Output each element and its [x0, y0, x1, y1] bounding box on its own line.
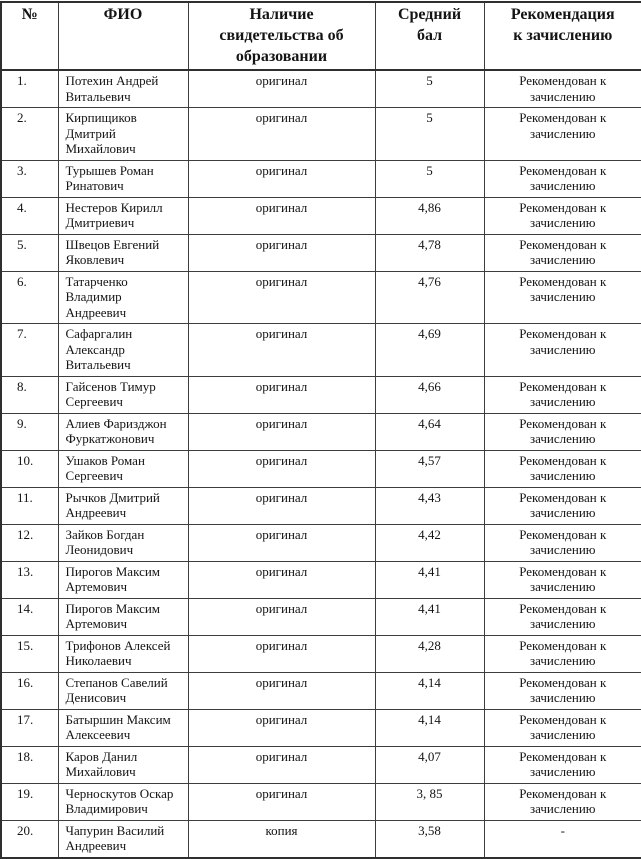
table-header — [1, 2, 641, 70]
score-cell: 4,86 — [375, 197, 484, 234]
certificate-cell: оригинал — [188, 271, 375, 324]
name-cell: Чапурин Василий Андреевич — [58, 820, 188, 858]
table-row — [1, 746, 641, 783]
score-cell: 3, 85 — [375, 783, 484, 820]
table-row — [1, 598, 641, 635]
recommendation-cell: Рекомендован к зачислению — [484, 197, 641, 234]
recommendation-cell: Рекомендован к зачислению — [484, 598, 641, 635]
header-label: № — [21, 6, 38, 23]
table-row — [1, 324, 641, 377]
recommendation-cell: Рекомендован к зачислению — [484, 487, 641, 524]
row-number-cell: 19. — [1, 783, 58, 820]
score-cell: 4,07 — [375, 746, 484, 783]
name-cell: Алиев Фаризджон Фуркатжонович — [58, 413, 188, 450]
certificate-cell: оригинал — [188, 108, 375, 161]
name-cell: Татарченко Владимир Андреевич — [58, 271, 188, 324]
score-cell: 5 — [375, 108, 484, 161]
name-cell: Пирогов Максим Артемович — [58, 561, 188, 598]
table-row — [1, 635, 641, 672]
name-cell: Турышев Роман Ринатович — [58, 160, 188, 197]
header-label-line: Наличие — [249, 6, 314, 23]
row-number-cell: 8. — [1, 376, 58, 413]
table-row — [1, 524, 641, 561]
header-label-line: бал — [416, 27, 443, 44]
score-cell: 4,69 — [375, 324, 484, 377]
recommendation-cell: Рекомендован к зачислению — [484, 160, 641, 197]
certificate-cell: оригинал — [188, 197, 375, 234]
certificate-cell: оригинал — [188, 746, 375, 783]
name-cell: Батыршин Максим Алексеевич — [58, 709, 188, 746]
recommendation-cell: Рекомендован к зачислению — [484, 672, 641, 709]
score-cell: 4,41 — [375, 561, 484, 598]
score-cell: 4,41 — [375, 598, 484, 635]
name-cell: Каров Данил Михайлович — [58, 746, 188, 783]
name-cell: Зайков Богдан Леонидович — [58, 524, 188, 561]
name-cell: Швецов Евгений Яковлевич — [58, 234, 188, 271]
certificate-cell: оригинал — [188, 709, 375, 746]
name-cell: Сафаргалин Александр Витальевич — [58, 324, 188, 377]
recommendation-cell: Рекомендован к зачислению — [484, 561, 641, 598]
table-row — [1, 234, 641, 271]
column-header-num — [1, 2, 58, 70]
enrollment-table — [0, 1, 641, 859]
certificate-cell: оригинал — [188, 783, 375, 820]
table-body — [1, 70, 641, 858]
header-label-line: свидетельства об — [219, 27, 344, 44]
column-header-certificate — [188, 2, 375, 70]
row-number-cell: 11. — [1, 487, 58, 524]
score-cell: 5 — [375, 160, 484, 197]
row-number-cell: 5. — [1, 234, 58, 271]
certificate-cell: оригинал — [188, 70, 375, 108]
row-number-cell: 1. — [1, 70, 58, 108]
table-row — [1, 197, 641, 234]
score-cell: 4,66 — [375, 376, 484, 413]
column-header-score — [375, 2, 484, 70]
row-number-cell: 4. — [1, 197, 58, 234]
score-cell: 4,14 — [375, 672, 484, 709]
row-number-cell: 20. — [1, 820, 58, 858]
score-cell: 4,43 — [375, 487, 484, 524]
recommendation-cell: Рекомендован к зачислению — [484, 376, 641, 413]
name-cell: Пирогов Максим Артемович — [58, 598, 188, 635]
table-row — [1, 413, 641, 450]
certificate-cell: оригинал — [188, 598, 375, 635]
table-row — [1, 160, 641, 197]
recommendation-cell: Рекомендован к зачислению — [484, 746, 641, 783]
row-number-cell: 2. — [1, 108, 58, 161]
score-cell: 4,64 — [375, 413, 484, 450]
recommendation-cell: Рекомендован к зачислению — [484, 413, 641, 450]
recommendation-cell: Рекомендован к зачислению — [484, 635, 641, 672]
name-cell: Нестеров Кирилл Дмитриевич — [58, 197, 188, 234]
certificate-cell: оригинал — [188, 450, 375, 487]
recommendation-cell: Рекомендован к зачислению — [484, 783, 641, 820]
score-cell: 4,76 — [375, 271, 484, 324]
row-number-cell: 16. — [1, 672, 58, 709]
recommendation-cell: Рекомендован к зачислению — [484, 524, 641, 561]
column-header-name — [58, 2, 188, 70]
name-cell: Трифонов Алексей Николаевич — [58, 635, 188, 672]
table-row — [1, 672, 641, 709]
score-cell: 4,78 — [375, 234, 484, 271]
certificate-cell: оригинал — [188, 413, 375, 450]
certificate-cell: оригинал — [188, 635, 375, 672]
name-cell: Кирпищиков Дмитрий Михайлович — [58, 108, 188, 161]
recommendation-cell: Рекомендован к зачислению — [484, 234, 641, 271]
row-number-cell: 3. — [1, 160, 58, 197]
row-number-cell: 10. — [1, 450, 58, 487]
header-label-line: Рекомендация — [510, 6, 615, 23]
certificate-cell: копия — [188, 820, 375, 858]
recommendation-cell: Рекомендован к зачислению — [484, 271, 641, 324]
table-row — [1, 783, 641, 820]
row-number-cell: 18. — [1, 746, 58, 783]
table-row — [1, 709, 641, 746]
recommendation-cell: Рекомендован к зачислению — [484, 324, 641, 377]
certificate-cell: оригинал — [188, 376, 375, 413]
table-row — [1, 487, 641, 524]
recommendation-cell: - — [484, 820, 641, 858]
header-row — [1, 2, 641, 70]
certificate-cell: оригинал — [188, 487, 375, 524]
header-label-line: Средний — [397, 6, 462, 23]
table-row — [1, 450, 641, 487]
header-label: ФИО — [103, 6, 143, 23]
certificate-cell: оригинал — [188, 234, 375, 271]
recommendation-cell: Рекомендован к зачислению — [484, 70, 641, 108]
row-number-cell: 9. — [1, 413, 58, 450]
score-cell: 4,28 — [375, 635, 484, 672]
table-row — [1, 820, 641, 858]
table-row — [1, 70, 641, 108]
certificate-cell: оригинал — [188, 561, 375, 598]
header-label-line: образовании — [235, 48, 328, 65]
row-number-cell: 15. — [1, 635, 58, 672]
certificate-cell: оригинал — [188, 324, 375, 377]
name-cell: Ушаков Роман Сергеевич — [58, 450, 188, 487]
row-number-cell: 7. — [1, 324, 58, 377]
name-cell: Гайсенов Тимур Сергеевич — [58, 376, 188, 413]
column-header-recommendation — [484, 2, 641, 70]
table-row — [1, 561, 641, 598]
recommendation-cell: Рекомендован к зачислению — [484, 450, 641, 487]
name-cell: Потехин Андрей Витальевич — [58, 70, 188, 108]
recommendation-cell: Рекомендован к зачислению — [484, 108, 641, 161]
row-number-cell: 13. — [1, 561, 58, 598]
name-cell: Степанов Савелий Денисович — [58, 672, 188, 709]
score-cell: 3,58 — [375, 820, 484, 858]
row-number-cell: 14. — [1, 598, 58, 635]
header-label-line: к зачислению — [513, 27, 613, 44]
name-cell: Рычков Дмитрий Андреевич — [58, 487, 188, 524]
name-cell: Черноскутов Оскар Владимирович — [58, 783, 188, 820]
table-row — [1, 108, 641, 161]
table-row — [1, 271, 641, 324]
row-number-cell: 17. — [1, 709, 58, 746]
score-cell: 4,14 — [375, 709, 484, 746]
recommendation-cell: Рекомендован к зачислению — [484, 709, 641, 746]
row-number-cell: 6. — [1, 271, 58, 324]
score-cell: 4,42 — [375, 524, 484, 561]
certificate-cell: оригинал — [188, 672, 375, 709]
score-cell: 5 — [375, 70, 484, 108]
score-cell: 4,57 — [375, 450, 484, 487]
table-row — [1, 376, 641, 413]
certificate-cell: оригинал — [188, 160, 375, 197]
certificate-cell: оригинал — [188, 524, 375, 561]
row-number-cell: 12. — [1, 524, 58, 561]
